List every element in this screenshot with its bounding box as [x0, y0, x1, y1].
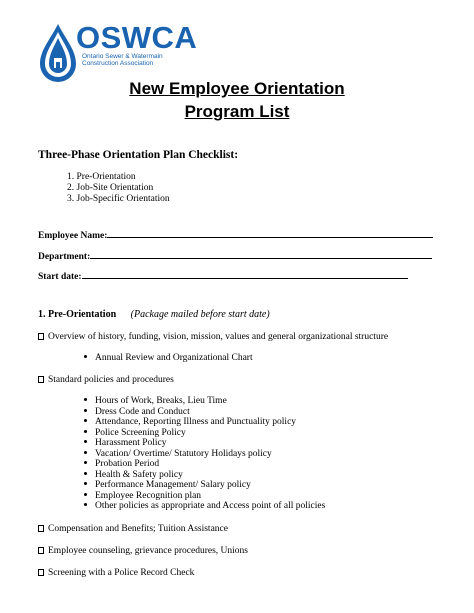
checkbox-icon[interactable] [38, 376, 44, 383]
section1-title: 1. Pre-Orientation [38, 309, 117, 320]
list-item: Other policies as appropriate and Access point of all policies [84, 501, 325, 512]
list-item: Harassment Policy [84, 438, 325, 449]
bullet-icon [84, 451, 87, 454]
checklist-heading: Three-Phase Orientation Plan Checklist: [38, 149, 239, 161]
list-item: Police Screening Policy [84, 428, 325, 439]
list-item: Dress Code and Conduct [84, 407, 325, 418]
list-item: Hours of Work, Breaks, Lieu Time [84, 396, 325, 407]
checkbox-icon[interactable] [38, 525, 44, 532]
bullet-icon [84, 461, 87, 464]
list-item: Performance Management/ Salary policy [84, 480, 325, 491]
bullet-icon [84, 440, 87, 443]
start-date-label: Start date: [38, 272, 82, 282]
list-item: Vacation/ Overtime/ Statutory Holidays policy [84, 449, 325, 460]
list-item: Attendance, Reporting Illness and Punctuality policy [84, 417, 325, 428]
section1-heading [38, 309, 270, 320]
list-item: Employee Recognition plan [84, 491, 325, 502]
bullet-icon [84, 409, 87, 412]
checklist-item-policies: Standard policies and procedures [38, 375, 174, 385]
page-title-line1: New Employee Orientation [129, 79, 345, 98]
checklist-item-screening: Screening with a Police Record Check [38, 568, 194, 578]
logo-subtitle-line2: Construction Association [82, 60, 154, 67]
department-line[interactable] [90, 249, 432, 259]
department-label: Department: [38, 252, 91, 262]
oswca-logo [38, 22, 218, 86]
checklist-item-overview: Overview of history, funding, vision, mission, values and general organizational structure [38, 332, 388, 342]
overview-bullets [84, 353, 253, 364]
section1-note: (Package mailed before start date) [130, 309, 270, 320]
bullet-icon [84, 419, 87, 422]
list-item: Annual Review and Organizational Chart [84, 353, 253, 364]
checkbox-icon[interactable] [38, 547, 44, 554]
employee-name-field [38, 228, 433, 241]
page-title-line2: Program List [184, 102, 290, 121]
list-item: Probation Period [84, 459, 325, 470]
bullet-icon [84, 493, 87, 496]
checkbox-icon[interactable] [38, 333, 44, 340]
bullet-icon [84, 472, 87, 475]
list-item: 2. Job-Site Orientation [67, 183, 154, 193]
employee-name-line[interactable] [107, 228, 433, 238]
list-item: Health & Safety policy [84, 470, 325, 481]
list-item: 3. Job-Specific Orientation [67, 194, 170, 204]
water-drop-logo-icon [38, 22, 78, 84]
policies-bullets [84, 396, 325, 512]
checklist-item-compensation: Compensation and Benefits; Tuition Assistance [38, 524, 228, 534]
checkbox-icon[interactable] [38, 569, 44, 576]
bullet-icon [84, 503, 87, 506]
start-date-line[interactable] [82, 269, 408, 279]
logo-name: OSWCA [76, 20, 198, 55]
bullet-icon [84, 398, 87, 401]
list-item: 1. Pre-Orientation [67, 172, 136, 182]
bullet-icon [84, 482, 87, 485]
employee-name-label: Employee Name: [38, 231, 108, 241]
bullet-icon [84, 430, 87, 433]
logo-subtitle-line1: Ontario Sewer & Watermain [82, 53, 163, 60]
start-date-field [38, 269, 408, 282]
checklist-list [67, 172, 170, 205]
bullet-icon [84, 355, 87, 358]
department-field [38, 249, 432, 262]
checklist-item-counseling: Employee counseling, grievance procedures, Unions [38, 546, 248, 556]
